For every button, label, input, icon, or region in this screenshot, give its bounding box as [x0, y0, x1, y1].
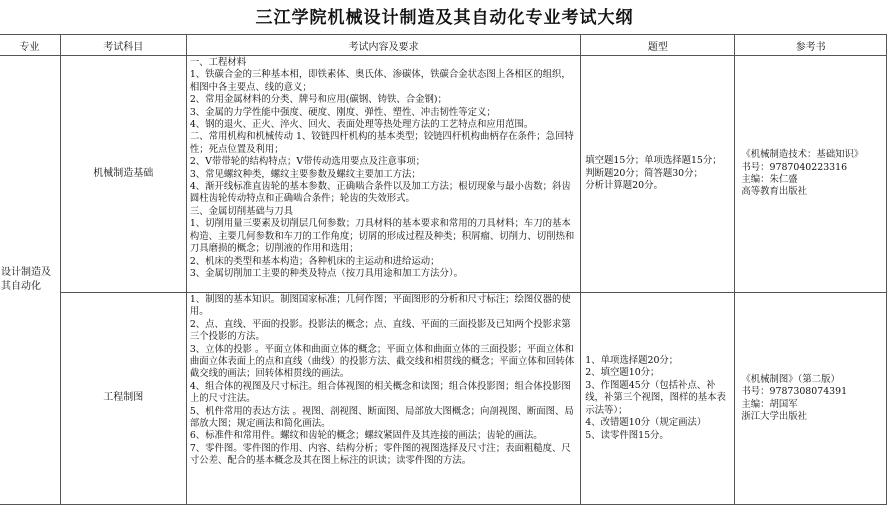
- types-cell: [581, 56, 735, 293]
- refs-cell: [735, 293, 887, 505]
- text-line: 分析计算题20分。: [585, 180, 663, 192]
- refs-cell: [735, 56, 887, 293]
- text-line: 三、金属切削基础与刀具: [189, 205, 293, 217]
- text-line: 2、V带带轮的结构特点；V带传动选用要点及注意事项；: [189, 156, 425, 168]
- text-line: 2、点、直线、平面的投影。投影法的概念；点、直线、平面的三面投影及已知两个投影求第三个投影的方法。: [189, 318, 571, 343]
- content-cell: [186, 56, 580, 293]
- text-line: 书号：9787040223316: [741, 161, 848, 173]
- table-row: [0, 56, 887, 293]
- content-cell: [186, 293, 580, 505]
- text-line: 高等教育出版社: [741, 186, 808, 198]
- text-line: 浙江大学出版社: [741, 410, 808, 422]
- text-line: 5、读零件图15分。: [585, 429, 669, 441]
- text-line: 6、标准件和常用件。螺纹和齿轮的概念；螺纹紧固件及其连接的画法；齿轮的画法。: [189, 430, 543, 442]
- syllabus-table: [0, 34, 887, 505]
- text-line: 《机械制图》（第二版）: [741, 373, 840, 385]
- text-line: 4、钢的退火、正火、淬火、回火、表面处理等热处理方法的工艺特点和应用范围。: [189, 119, 534, 131]
- text-line: 3、金属切削加工主要的种类及特点（按刀具用途和加工方法分）。: [189, 267, 463, 279]
- header-types: 题型: [581, 35, 735, 56]
- header-major: 专业: [0, 35, 60, 56]
- text-line: 1、制图的基本知识。制图国家标准；几何作图；平面图形的分析和尺寸标注；绘图仪器的使用。: [189, 294, 571, 318]
- types-cell: [581, 293, 735, 505]
- header-row: [0, 35, 887, 56]
- major-cell: 设计制造及其自动化: [0, 56, 60, 505]
- text-line: 2、填空题10分；: [585, 367, 660, 379]
- header-content: 考试内容及要求: [186, 35, 580, 56]
- header-subject: 考试科目: [60, 35, 186, 56]
- text-line: 1、铁碳合金的三种基本相，即铁素体、奥氏体、渗碳体，铁碳合金状态图上各相区的组织，相图中各主要点、线的意义；: [189, 69, 571, 93]
- text-line: 3、立体的投影 。平面立体和曲面立体的概念；平面立体和曲面立体的三面投影；平面立体和曲面立体表面上的点和直线（曲线）的投影方法、截交线和相贯线的概念；平面立体和回转体截交线的画法；回转体相贯线的画法。: [189, 343, 575, 380]
- table-row: [0, 293, 887, 505]
- text-line: 3、常见螺纹种类，螺纹主要参数及螺纹主要加工方法；: [189, 168, 421, 180]
- text-line: 主编：胡国军: [741, 398, 798, 410]
- text-line: 填空题15分；单项选择题15分；: [585, 155, 722, 167]
- text-line: 一、工程材料: [189, 57, 247, 68]
- text-line: 主编：朱仁盛: [741, 174, 798, 185]
- text-line: 书号：9787308074391: [741, 386, 848, 398]
- header-refs: 参考书: [735, 35, 887, 56]
- text-line: 4、渐开线标准直齿轮的基本参数、正确啮合条件以及加工方法；根切现象与最小齿数；斜齿圆柱齿轮传动特点和正确啮合条件；轮齿的失效形式。: [189, 181, 571, 205]
- text-line: 1、切削用量三要素及切削层几何参数；刀具材料的基本要求和常用的刀具材料；车刀的基本构造、主要几何参数和车刀的工作角度；切屑的形成过程及种类；积屑瘤、切削力、切削热和刀具磨损的概念；切削液的作用和选用；: [189, 218, 575, 255]
- text-line: 7、零件图。零件图的作用、内容、结构分析；零件图的视图选择及尺寸注；表面粗糙度、尺寸公差、配合的基本概念及其在图上标注的识读；读零件图的方法。: [189, 442, 571, 467]
- text-line: 4、改错题10分（规定画法）: [585, 417, 707, 429]
- text-line: 4、组合体的视图及尺寸标注。组合体视图的相关概念和读图；组合体投影图；组合体投影图上的尺寸注法。: [189, 380, 571, 405]
- text-line: 二、常用机构和机械传动 1、铰链四杆机构的基本类型；铰链四杆机构曲柄存在条件；急回特性；死点位置及利用；: [189, 131, 574, 155]
- subject-cell: 工程制图: [60, 293, 186, 505]
- text-line: 3、金属的力学性能中强度、硬度、刚度、弹性、塑性、冲击韧性等定义；: [189, 106, 496, 118]
- text-line: 2、机床的类型和基本构造；各种机床的主运动和进给运动；: [189, 255, 440, 267]
- text-line: 2、常用金属材料的分类、牌号和应用(碳钢、铸铁、合金钢)；: [189, 94, 447, 106]
- text-line: 《机械制造技术：基础知识》: [741, 149, 864, 161]
- text-line: 3、作图题45分（包括补点、补线，补第三个视图，图样的基本表示法等）；: [585, 379, 726, 416]
- text-line: 5、机件常用的表达方法 。视图、剖视图、断面图、局部放大图概念；向剖视图、断面图、局部放大图；规定画法和简化画法。: [189, 405, 574, 430]
- page-title: 三江学院机械设计制造及其自动化专业考试大纲: [255, 8, 634, 28]
- subject-cell: 机械制造基础: [60, 56, 186, 293]
- text-line: 1、单项选择题20分；: [585, 355, 679, 367]
- text-line: 判断题20分；简答题30分；: [585, 167, 703, 179]
